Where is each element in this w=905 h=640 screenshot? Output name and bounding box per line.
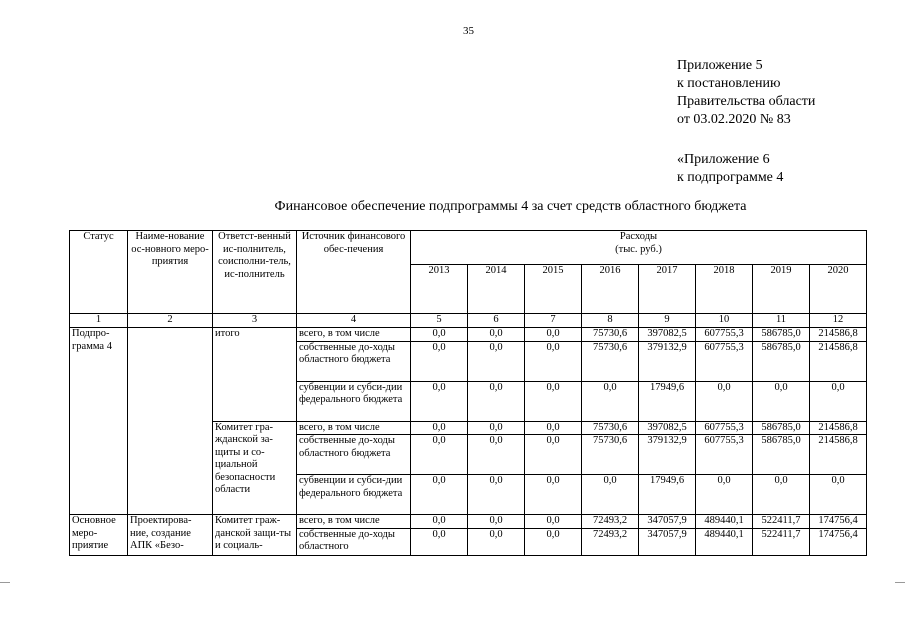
value-cell: 347057,9 xyxy=(639,515,696,529)
name-cell: Проектирова-ние, создание АПК «Безо- xyxy=(128,515,213,556)
value-cell: 0,0 xyxy=(411,421,468,435)
value-cell: 174756,4 xyxy=(810,528,867,555)
source-cell: собственные до-ходы областного xyxy=(297,528,411,555)
value-cell: 0,0 xyxy=(525,341,582,381)
header-line: к подпрограмме 4 xyxy=(677,170,784,185)
year-header: 2016 xyxy=(582,265,639,314)
index-cell: 3 xyxy=(213,314,297,328)
value-cell: 0,0 xyxy=(753,475,810,515)
value-cell: 0,0 xyxy=(525,475,582,515)
col-responsible-header: Ответст-венный ис-полнитель, соисполни-тель, ис-полнитель xyxy=(213,231,297,314)
table-row xyxy=(70,328,867,342)
value-cell: 607755,3 xyxy=(696,435,753,475)
value-cell: 0,0 xyxy=(411,515,468,529)
index-cell: 6 xyxy=(468,314,525,328)
value-cell: 522411,7 xyxy=(753,515,810,529)
source-cell: всего, в том числе xyxy=(297,515,411,529)
index-cell: 7 xyxy=(525,314,582,328)
index-cell: 1 xyxy=(70,314,128,328)
value-cell: 586785,0 xyxy=(753,421,810,435)
value-cell: 0,0 xyxy=(468,381,525,421)
source-cell: субвенции и субси-дии федерального бюджета xyxy=(297,475,411,515)
value-cell: 0,0 xyxy=(525,515,582,529)
value-cell: 379132,9 xyxy=(639,341,696,381)
year-header: 2014 xyxy=(468,265,525,314)
table-row xyxy=(70,515,867,529)
name-cell xyxy=(128,328,213,515)
index-cell: 11 xyxy=(753,314,810,328)
value-cell: 0,0 xyxy=(696,475,753,515)
year-header: 2015 xyxy=(525,265,582,314)
value-cell: 0,0 xyxy=(810,381,867,421)
value-cell: 586785,0 xyxy=(753,328,810,342)
expenses-label: Расходы xyxy=(619,231,658,242)
value-cell: 0,0 xyxy=(468,341,525,381)
header-line: «Приложение 6 xyxy=(677,152,770,167)
value-cell: 75730,6 xyxy=(582,421,639,435)
appendix-header xyxy=(677,57,815,187)
col-name-header: Наиме-нование ос-новного меро-приятия xyxy=(128,231,213,314)
finance-table xyxy=(69,230,867,556)
year-header: 2020 xyxy=(810,265,867,314)
value-cell: 214586,8 xyxy=(810,341,867,381)
value-cell: 0,0 xyxy=(468,421,525,435)
value-cell: 0,0 xyxy=(411,528,468,555)
value-cell: 0,0 xyxy=(411,328,468,342)
source-cell: собственные до-ходы областного бюджета xyxy=(297,435,411,475)
value-cell: 522411,7 xyxy=(753,528,810,555)
status-cell: Основное меро-приятие xyxy=(70,515,128,556)
col-expenses-header xyxy=(411,231,867,265)
value-cell: 489440,1 xyxy=(696,515,753,529)
document-title: Финансовое обеспечение подпрограммы 4 за счет средств областного бюджета xyxy=(274,199,747,214)
value-cell: 75730,6 xyxy=(582,328,639,342)
value-cell: 0,0 xyxy=(582,475,639,515)
year-header: 2018 xyxy=(696,265,753,314)
value-cell: 72493,2 xyxy=(582,515,639,529)
value-cell: 0,0 xyxy=(525,328,582,342)
value-cell: 0,0 xyxy=(468,528,525,555)
scan-edge-line xyxy=(0,582,10,583)
value-cell: 607755,3 xyxy=(696,421,753,435)
value-cell: 0,0 xyxy=(411,475,468,515)
source-cell: всего, в том числе xyxy=(297,421,411,435)
value-cell: 0,0 xyxy=(411,435,468,475)
value-cell: 0,0 xyxy=(525,421,582,435)
value-cell: 0,0 xyxy=(468,328,525,342)
responsible-cell: итого xyxy=(213,328,297,422)
index-cell: 5 xyxy=(411,314,468,328)
year-header: 2019 xyxy=(753,265,810,314)
value-cell: 379132,9 xyxy=(639,435,696,475)
header-line: Приложение 5 xyxy=(677,58,763,73)
value-cell: 607755,3 xyxy=(696,328,753,342)
source-cell: всего, в том числе xyxy=(297,328,411,342)
col-source-header: Источник финансового обес-печения xyxy=(297,231,411,314)
value-cell: 174756,4 xyxy=(810,515,867,529)
value-cell: 0,0 xyxy=(468,475,525,515)
value-cell: 0,0 xyxy=(525,435,582,475)
index-row xyxy=(70,314,867,328)
header-line: Правительства области xyxy=(677,94,816,109)
index-cell: 12 xyxy=(810,314,867,328)
index-cell: 9 xyxy=(639,314,696,328)
value-cell: 214586,8 xyxy=(810,435,867,475)
value-cell: 489440,1 xyxy=(696,528,753,555)
page-number: 35 xyxy=(463,25,474,37)
value-cell: 397082,5 xyxy=(639,421,696,435)
index-cell: 4 xyxy=(297,314,411,328)
value-cell: 72493,2 xyxy=(582,528,639,555)
header-line: от 03.02.2020 № 83 xyxy=(677,112,791,127)
index-cell: 8 xyxy=(582,314,639,328)
status-cell: Подпро-грамма 4 xyxy=(70,328,128,515)
expenses-unit: (тыс. руб.) xyxy=(615,243,662,255)
value-cell: 0,0 xyxy=(753,381,810,421)
value-cell: 0,0 xyxy=(525,528,582,555)
value-cell: 586785,0 xyxy=(753,435,810,475)
value-cell: 397082,5 xyxy=(639,328,696,342)
value-cell: 214586,8 xyxy=(810,328,867,342)
responsible-cell: Комитет гра-жданской за-щиты и со-циальной безопасности области xyxy=(213,421,297,515)
value-cell: 0,0 xyxy=(810,475,867,515)
value-cell: 0,0 xyxy=(468,435,525,475)
value-cell: 75730,6 xyxy=(582,435,639,475)
source-cell: субвенции и субси-дии федерального бюджета xyxy=(297,381,411,421)
value-cell: 0,0 xyxy=(696,381,753,421)
year-header: 2013 xyxy=(411,265,468,314)
value-cell: 586785,0 xyxy=(753,341,810,381)
year-header: 2017 xyxy=(639,265,696,314)
value-cell: 0,0 xyxy=(411,341,468,381)
value-cell: 17949,6 xyxy=(639,475,696,515)
value-cell: 0,0 xyxy=(411,381,468,421)
col-status-header: Статус xyxy=(70,231,128,314)
value-cell: 347057,9 xyxy=(639,528,696,555)
value-cell: 0,0 xyxy=(525,381,582,421)
value-cell: 214586,8 xyxy=(810,421,867,435)
index-cell: 10 xyxy=(696,314,753,328)
source-cell: собственные до-ходы областного бюджета xyxy=(297,341,411,381)
scan-edge-line xyxy=(895,582,905,583)
responsible-cell: Комитет граж-данской защи-ты и социаль- xyxy=(213,515,297,556)
index-cell: 2 xyxy=(128,314,213,328)
value-cell: 0,0 xyxy=(468,515,525,529)
header-line: к постановлению xyxy=(677,76,781,91)
value-cell: 17949,6 xyxy=(639,381,696,421)
value-cell: 0,0 xyxy=(582,381,639,421)
value-cell: 75730,6 xyxy=(582,341,639,381)
value-cell: 607755,3 xyxy=(696,341,753,381)
